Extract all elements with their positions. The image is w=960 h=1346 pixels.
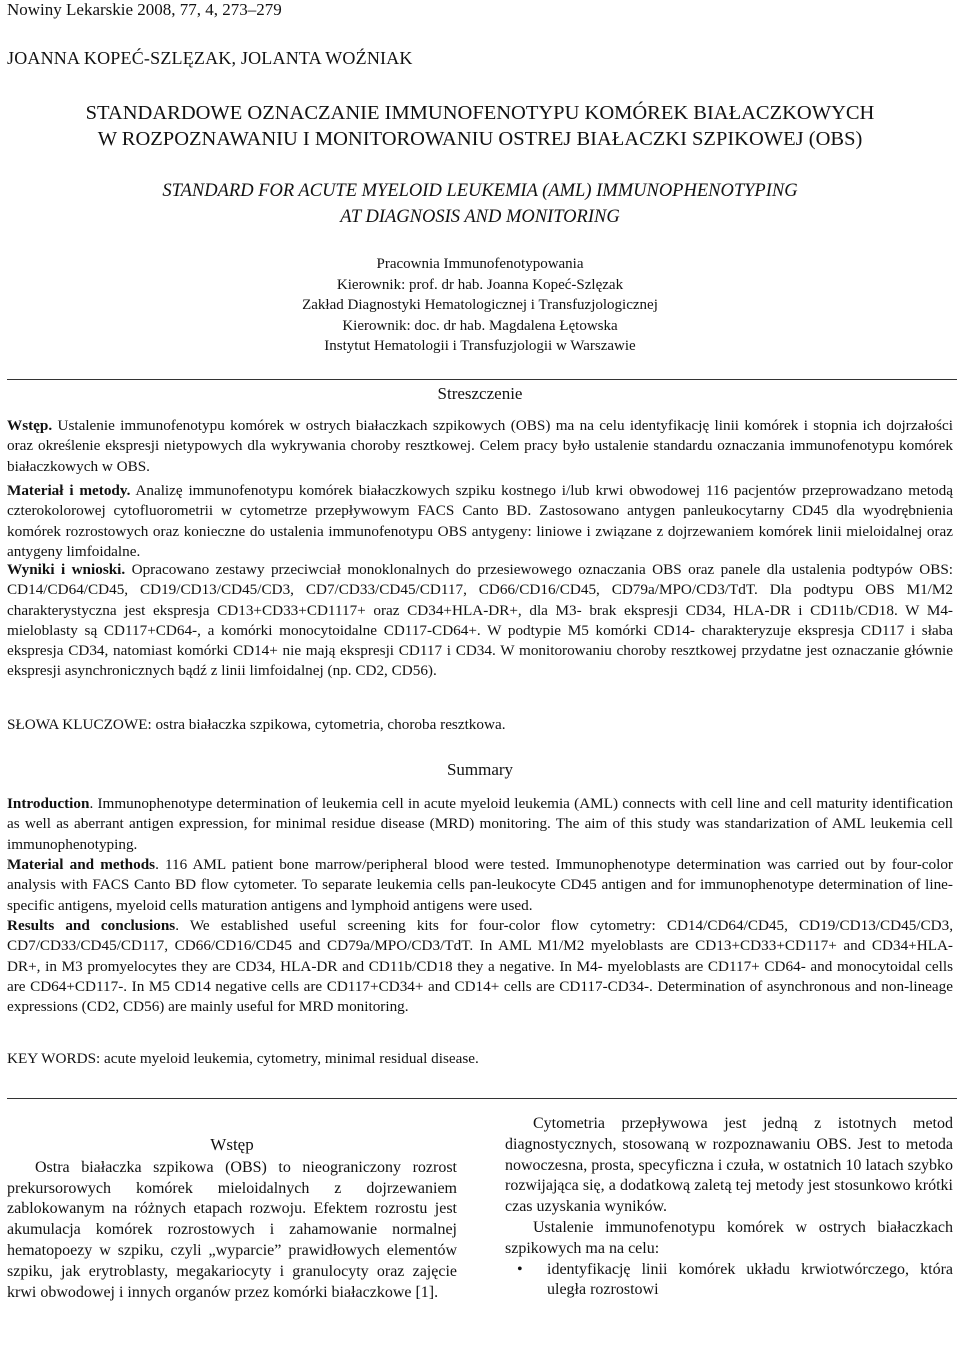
abstract-en-methods-text: . 116 AML patient bone marrow/peripheral blood were tested. Immunophenotype determination was carried out by four-color analysis with FACS Canto BD flow cytometer. To separate leukemia cells pan-leukocyte CD45 antigen and for immunophenotype determination of line-specific antigens, myeloid cells maturation antigens and lymphoid antigens were used. [7,856,953,914]
abstract-pl-intro-text: Ustalenie immunofenotypu komórek w ostrych białaczkach szpikowych (OBS) ma na celu identyfikację linii komórek i stopnia ich dojrzałości oraz określenie ekspresji nietypowych dla wykrywania choroby resztkowej. Celem pracy było ustalenie standardu oznaczania immunofenotypu komórek białaczkowych w OBS. [7,417,953,475]
bullet-item [505,1260,953,1302]
abstract-en-results [7,916,953,1017]
abstract-en-results-label: Results and conclusions [7,917,176,934]
bullet-icon: • [517,1260,523,1278]
abstract-en-methods [7,855,953,916]
title-english [0,178,960,230]
keywords-en: KEY WORDS: acute myeloid leukemia, cytometry, minimal residual disease. [7,1050,479,1067]
abstract-en-heading: Summary [446,760,514,779]
abstract-pl-intro [7,416,953,477]
abstract-en-intro-label: Introduction [7,795,90,812]
abstract-pl-intro-label: Wstęp. [7,417,53,434]
affiliation-line: Zakład Diagnostyki Hematologicznej i Transfuzjologicznej [302,297,658,313]
abstract-divider [7,1098,957,1099]
abstract-pl-results [7,560,953,682]
title-polish-line2: W ROZPOZNAWANIU I MONITOROWANIU OSTREJ BIAŁACZKI SZPIKOWEJ (OBS) [97,128,863,150]
abstract-en-intro [7,794,953,855]
abstract-pl-results-label: Wyniki i wnioski. [7,561,126,578]
abstract-pl-heading: Streszczenie [437,384,523,403]
abstract-en-methods-label: Material and methods [7,856,156,873]
title-polish-line1: STANDARDOWE OZNACZANIE IMMUNOFENOTYPU KOMÓREK BIAŁACZKOWYCH [85,102,875,124]
affiliation-line: Pracownia Immunofenotypowania [376,256,584,272]
affiliation-line: Kierownik: doc. dr hab. Magdalena Łętowska [342,317,618,334]
header-divider [7,379,957,380]
title-english-line2: AT DIAGNOSIS AND MONITORING [340,207,620,227]
title-polish [0,100,960,152]
abstract-pl-results-text: Opracowano zestawy przeciwciał monoklonalnych do przesiewowego oznaczania OBS oraz panele dla ustalenia podtypów OBS: CD14/CD64/CD45, CD19/CD13/CD45/CD3, CD7/CD33/CD45/CD117, CD66/CD16/CD45, CD79a/MPO/CD3/TdT. Dla podtypu OBS M1/M2 charakterystyczna jest ekspresja CD13+CD33+CD1117+ oraz CD34+HLA-DR+, dla M3- brak ekspresji CD34, HLA-DR i CD11b/CD18. W M4- mieloblasty są CD117+CD64-, a komórki monocytoidalne CD117-CD64+. W podtypie M5 komórki CD14- charakteryzuje ekspresja CD117 i słaba ekspresja CD34, natomiast komórki CD14+ nie mają ekspresji CD117 i CD34. W monitorowaniu choroby resztkowej przydatne jest oznaczanie głównie ekspresji asynchronicznych bądź z linii limfoidalnej (np. CD2, CD56). [7,561,953,680]
journal-citation: Nowiny Lekarskie 2008, 77, 4, 273–279 [7,0,282,19]
abstract-en-results-text: . We established useful screening kits for four-color flow cytometry: CD14/CD64/CD45, CD19/CD13/CD45/CD3, CD7/CD33/CD45/CD117, CD66/CD16/CD45 and CD79a/MPO/CD3/TdT. In AML M1/M2 myeloblasts are CD13+CD33+CD117+ and CD34+HLA-DR+, in M3 promyelocytes they are CD34, HLA-DR and CD11b/CD18 they a negative. In M4- myeloblasts are CD117+ CD64- and monocytoidal cells are CD64+CD117-. In M5 CD14 negative cells are CD117+CD34+ and CD14+ cells are CD117-CD34-. Determination of asynchronous and non-lineage expressions (CD2, CD56) are mainly useful for MRD monitoring. [7,917,954,1016]
affiliation-line: Kierownik: prof. dr hab. Joanna Kopeć-Szlęzak [336,276,624,293]
authors: JOANNA KOPEĆ-SZLĘZAK, JOLANTA WOŹNIAK [7,48,413,68]
body-right-paragraph-2: Ustalenie immunofenotypu komórek w ostrych białaczkach szpikowych ma na celu: [505,1218,953,1257]
body-right-paragraph-1: Cytometria przepływowa jest jedną z istotnych metod diagnostycznych, stosowaną w rozpoznawaniu OBS. Jest to metoda nowoczesna, prosta, specyficzna i czuła, w ostatnich 10 latach szybko rozwijająca się, a dodatkową zaletą tej metody jest stosunkowo krótki czas uzyskania wyników. [505,1115,953,1216]
section-heading-wstep: Wstęp [210,1135,254,1154]
title-english-line1: STANDARD FOR ACUTE MYELOID LEUKEMIA (AML) IMMUNOPHENOTYPING [162,181,798,201]
affiliation-line: Instytut Hematologii i Transfuzjologii w Warszawie [324,338,636,354]
abstract-pl-methods-label: Materiał i metody. [7,482,131,499]
body-left-column [7,1135,457,1303]
affiliations [0,254,960,357]
abstract-pl-methods [7,481,953,562]
bullet-item-text: identyfikację linii komórek układu krwiotwórczego, która uległa rozrostowi [547,1260,953,1299]
abstract-pl-methods-text: Analizę immunofenotypu komórek białaczkowych szpiku kostnego i/lub krwi obwodowej 116 pacjentów przeprowadzano metodą czterokolorowej cytofluorometrii w cytometrze przepływowym FACS Canto BD. Zastosowano antygen panleukocytarny CD45 dla wyodrębnienia komórek rozrostowych oraz konieczne do ustalenia immunofenotypu OBS antygeny: liniowe i związane z dojrzewaniem komórek linii mieloidalnej oraz antygeny limfoidalne. [7,482,953,560]
body-right-column [505,1114,953,1301]
keywords-pl: SŁOWA KLUCZOWE: ostra białaczka szpikowa, cytometria, choroba resztkowa. [7,716,506,733]
body-left-paragraph: Ostra białaczka szpikowa (OBS) to nieograniczony rozrost prekursorowych komórek mieloidalnych z dojrzewaniem zablokowanym na różnych etapach rozwoju. Efektem rozrostu jest akumulacja komórek rozrostowych i zahamowanie normalnej hematopoezy w szpiku, czyli „wyparcie” prawidłowych elementów szpiku, jak erytroblasty, megakariocyty i granulocyty oraz zajęcie krwi obwodowej i innych organów przez komórki białaczkowe [1]. [7,1158,457,1301]
abstract-en-intro-text: . Immunophenotype determination of leukemia cell in acute myeloid leukemia (AML) connects with cell line and cell maturity identification as well as aberrant antigen expression, for minimal residue disease (MRD) monitoring. The aim of this study was standarization of AML leukemia cell immunophenotyping. [7,795,953,853]
